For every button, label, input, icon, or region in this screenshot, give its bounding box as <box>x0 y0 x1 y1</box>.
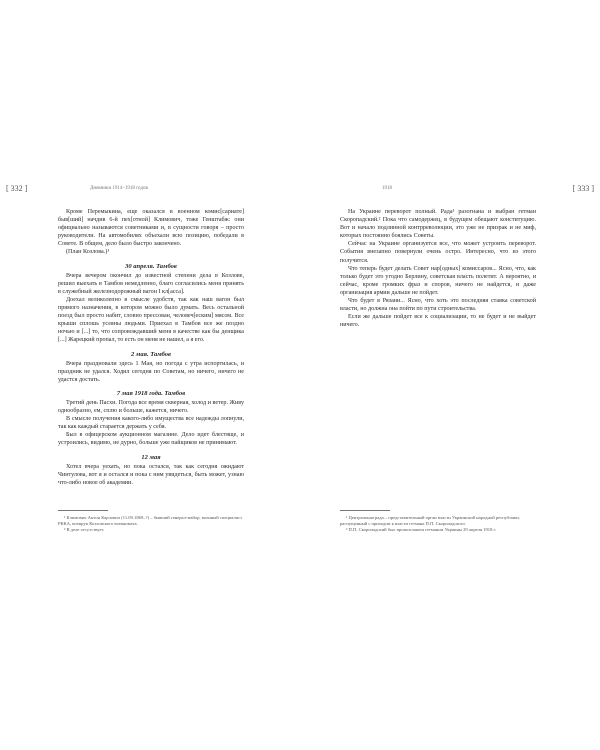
footnote: ¹ Центральная рада – представительный орган власти Украинской народной республики, распущенный с приходом к власти гетмана П.П. Скоропадского. <box>340 515 520 526</box>
paragraph: Хотел вчера уехать, но пока остался, так как сегодня ожидают Чинтулова, вот я и остался и пока с ним увидеться, быть может, узнаю что-либо новое об академии. <box>58 463 244 486</box>
footnote-rule <box>340 510 390 511</box>
paragraph: Вчера праздновали здесь 1 Мая, но погода с утра испортилась, и праздник не удался. Ходил сегодня по Советам, но ничего, ничего не удастся достать. <box>58 360 244 383</box>
running-head: 1918 <box>382 186 392 191</box>
date-heading: 7 мая 1918 года. Тамбов <box>116 389 186 397</box>
footnote-rule <box>58 510 108 511</box>
right-page <box>300 0 600 750</box>
footnote: ² В деле отсутствует. <box>64 527 105 532</box>
date-heading: 2 мая. Тамбов <box>131 350 171 358</box>
date-heading: 12 мая <box>141 453 161 461</box>
paragraph: Что теперь будет делать Совет нар[одных] комиссаров... Ясно, что, как только будет это угодно Берлину, советская власть полетит. А вероятно, и сейчас, кроме громких фраз и споров, ничего не найдется, и даже организация армии дальше не пойдет. <box>340 265 536 296</box>
page-number: [ 333 ] <box>572 184 594 193</box>
paragraph: Доехал великолепно в смысле удобств, так как наш вагон был прямого назначения, в котором можно было думать. Весь остальной поезд был просто набит, словно прессован, человеч[еским] мясом. Все крыши сплошь усеяны людьми. Приехал в Тамбов все же поздно ночью и [...] то, что сопровождавший меня в качестве как бы денщика [...] Жарецкий пропал, то есть он меня не нашел, а я его. <box>58 296 244 344</box>
running-head: Дневники 1914–1918 годов <box>90 186 148 191</box>
paragraph: Что будет в Рязани... Ясно, что хоть это последняя ставка советской власти, но должна она пойти по пути строительства. <box>340 298 536 313</box>
paragraph: В смысле получения какого-либо имущества все надежды лопнули, так как каждый старается держать у себя. <box>58 416 244 431</box>
footnotes <box>340 510 536 533</box>
paragraph: (План Козлова.)¹ <box>66 249 110 256</box>
footnote: ² П.П. Скоропадский был провозглашен гетманом Украины 29 апреля 1918 г. <box>346 527 497 532</box>
paragraph: Если же дальше пойдет все к социализации, то не будет и не выйдет ничего. <box>340 314 536 329</box>
footnotes <box>58 510 244 533</box>
paragraph: Сейчас на Украине организуется все, что может устроить переворот. События внезапно повернули очень остро. Интересно, что из этого получится. <box>340 241 536 264</box>
body-text <box>340 208 536 329</box>
paragraph: Третий день Пасхи. Погода все время скверная, холод и ветер. Живу однообразно, ем, сплю и больше, кажется, ничего. <box>58 399 244 415</box>
page-number: [ 332 ] <box>6 184 28 193</box>
paragraph: На Украине переворот полный. Рада¹ разогнана и выбран гетман Скоропадский.² Пока что самодержец, в будущем обещают конституцию. Вот и начало подлинной контрреволюции, это уже не призрак и не миф, которых постоянно боялись Советы. <box>340 209 536 240</box>
paragraph: Кроме Перемыкина, еще оказался в военном комис[сариате] быв[ший] начдив 6-й пех[отной] Климович, тоже Генштабж: они официально называются советниками и, в сущности говоря – просто руководители. На автомобилях объехали всю позицию, победали в Совете. В общем, дело было быстро закончено. <box>58 209 244 248</box>
footnote: ¹ Климович Антон Карлович (11.09.1869–?) – бывший генерал-майор, военный специалист РККА, военрук Козловского военкомата. <box>58 515 243 526</box>
body-text <box>58 208 244 487</box>
date-heading: 30 апреля. Тамбов <box>125 262 177 270</box>
paragraph: Вчера вечером окончил до известной степени дела в Козлове, решил выехать в Тамбов немедленно, благо согласились меня принять в служебный железнодорожный вагон I кл[асса]. <box>58 272 244 295</box>
paragraph: Был в офицерском аукционном магазине. Дело идет блестяще, и устроились, видимо, не дурно, больше уже пайщиков не принимают. <box>58 432 244 447</box>
